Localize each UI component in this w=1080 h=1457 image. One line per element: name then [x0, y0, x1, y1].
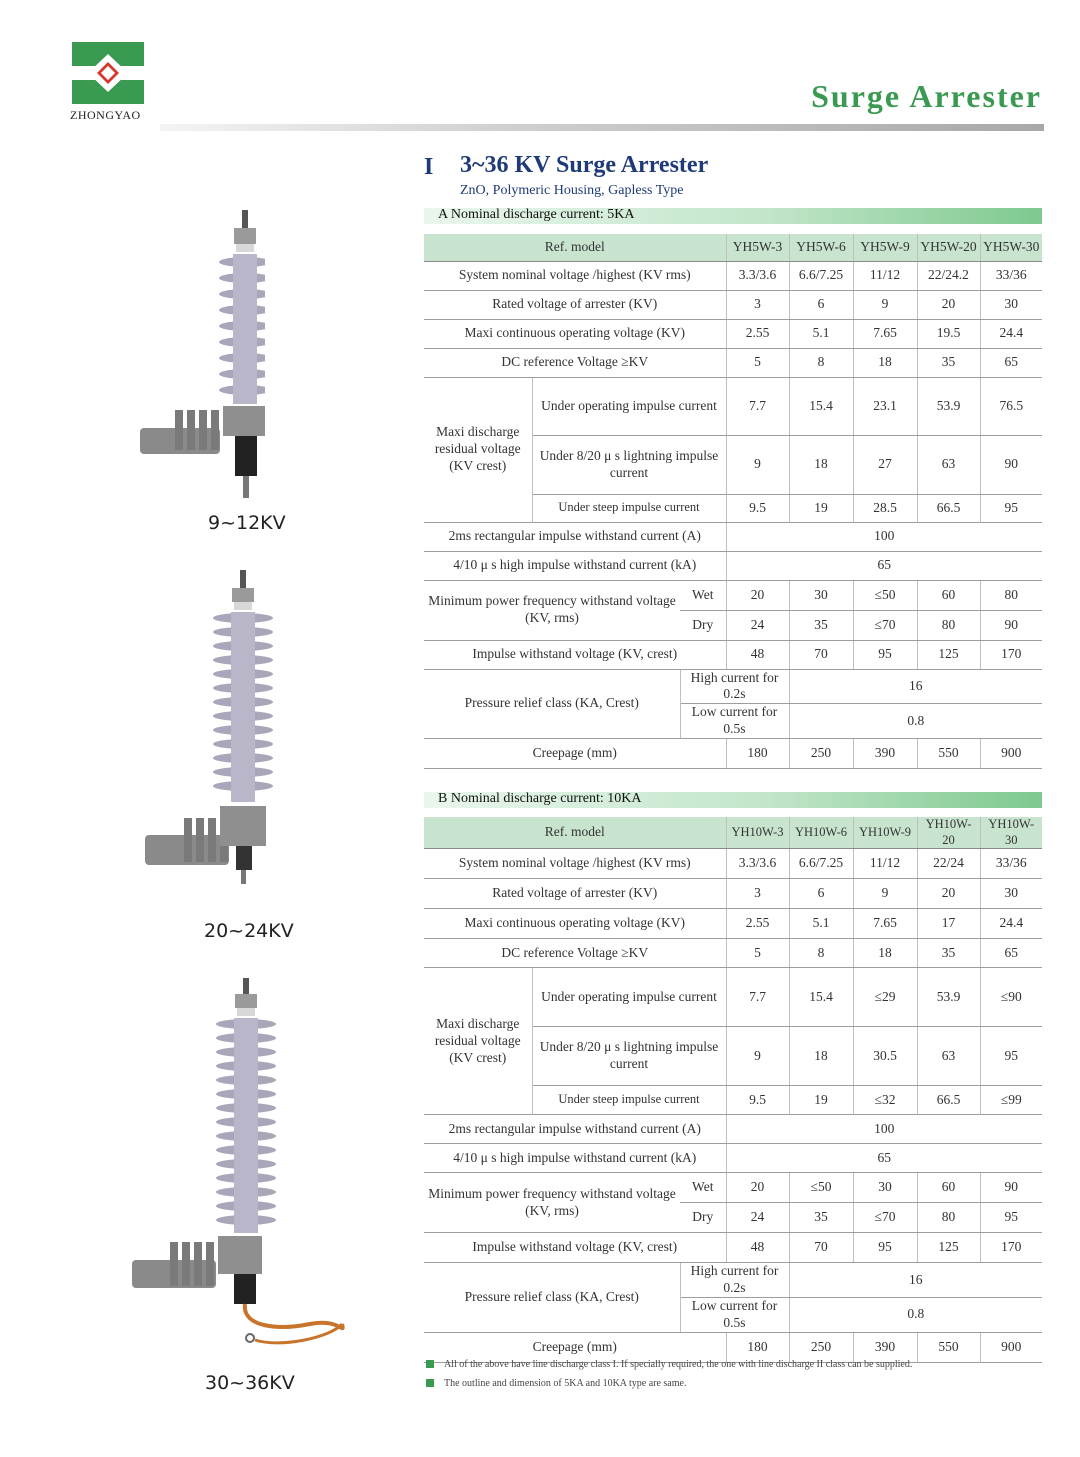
cell: 7.65 — [853, 909, 917, 939]
cell: 550 — [917, 1332, 980, 1362]
arrester-image-1 — [135, 210, 265, 505]
cell: 9.5 — [726, 494, 789, 522]
cell: 15.4 — [789, 968, 853, 1027]
cell: 30 — [853, 1173, 917, 1203]
cell: 30 — [980, 290, 1042, 319]
pressure-relief-label: Pressure relief class (KA, Crest) — [424, 1263, 680, 1333]
row-label: 4/10 μ s high impulse withstand current (kA) — [424, 1144, 726, 1173]
company-logo — [72, 42, 144, 104]
row-label: Under 8/20 μ s lightning impulse current — [532, 1027, 726, 1086]
cell: 5 — [726, 939, 789, 968]
model-header: YH5W-30 — [980, 234, 1042, 261]
cell: 6.6/7.25 — [789, 261, 853, 290]
cell: 33/36 — [980, 849, 1042, 879]
model-header: YH5W-9 — [853, 234, 917, 261]
cell: 7.7 — [726, 968, 789, 1027]
header-rule — [160, 124, 1044, 131]
cell: 3.3/3.6 — [726, 849, 789, 879]
table-a-heading: A Nominal discharge current: 5KA — [438, 207, 635, 222]
cell: 125 — [917, 640, 980, 669]
cell: 63 — [917, 435, 980, 494]
cell: ≤70 — [853, 610, 917, 640]
row-label: Low current for 0.5s — [680, 704, 789, 739]
cell: 60 — [917, 580, 980, 610]
cell: 35 — [917, 348, 980, 377]
row-label: DC reference Voltage ≥KV — [424, 348, 726, 377]
wet-label: Wet — [680, 1173, 726, 1203]
cell: 3.3/3.6 — [726, 261, 789, 290]
cell: 9 — [726, 435, 789, 494]
cell: 48 — [726, 640, 789, 669]
pressure-relief-label: Pressure relief class (KA, Crest) — [424, 669, 680, 739]
row-label: High current for 0.2s — [680, 669, 789, 704]
cell: 90 — [980, 1173, 1042, 1203]
cell: 6.6/7.25 — [789, 849, 853, 879]
row-label: DC reference Voltage ≥KV — [424, 939, 726, 968]
cell: 35 — [789, 1203, 853, 1233]
footnote-text: The outline and dimension of 5KA and 10KA type are same. — [444, 1378, 687, 1389]
cell: 90 — [980, 435, 1042, 494]
row-label: Maxi continuous operating voltage (KV) — [424, 319, 726, 348]
cell: 20 — [917, 290, 980, 319]
residual-voltage-label: Maxi discharge residual voltage (KV crest) — [424, 968, 532, 1115]
image-caption-2: 20~24KV — [204, 920, 294, 942]
model-header: YH5W-6 — [789, 234, 853, 261]
row-label: Impulse withstand voltage (KV, crest) — [424, 640, 726, 669]
ref-model-label: Ref. model — [424, 234, 726, 261]
cell: 24 — [726, 1203, 789, 1233]
power-frequency-label: Minimum power frequency withstand voltage (KV, rms) — [424, 1173, 680, 1233]
cell: 80 — [917, 610, 980, 640]
cell: 35 — [917, 939, 980, 968]
row-label: Under steep impulse current — [532, 494, 726, 522]
table-b-band — [424, 792, 1042, 808]
cell: 250 — [789, 1332, 853, 1362]
image-caption-3: 30~36KV — [205, 1372, 295, 1394]
row-label: Maxi continuous operating voltage (KV) — [424, 909, 726, 939]
cell: 33/36 — [980, 261, 1042, 290]
cell: 20 — [726, 1173, 789, 1203]
cell: 53.9 — [917, 968, 980, 1027]
cell: 30 — [980, 879, 1042, 909]
row-label: 2ms rectangular impulse withstand current (A) — [424, 1115, 726, 1144]
cell: 28.5 — [853, 494, 917, 522]
cell: 2.55 — [726, 909, 789, 939]
cell: ≤32 — [853, 1086, 917, 1115]
cell: 35 — [789, 610, 853, 640]
cell: 95 — [980, 494, 1042, 522]
cell: 9.5 — [726, 1086, 789, 1115]
cell: 76.5 — [980, 377, 1042, 435]
cell: 70 — [789, 640, 853, 669]
dry-label: Dry — [680, 610, 726, 640]
bullet-icon — [426, 1379, 434, 1387]
section-number: I — [424, 154, 434, 180]
cell: 24.4 — [980, 319, 1042, 348]
cell: 15.4 — [789, 377, 853, 435]
cell: 390 — [853, 739, 917, 769]
cell: 3 — [726, 290, 789, 319]
cell: 27 — [853, 435, 917, 494]
row-label: System nominal voltage /highest (KV rms) — [424, 261, 726, 290]
cell: 18 — [789, 1027, 853, 1086]
cell: ≤90 — [980, 968, 1042, 1027]
model-header: YH10W-3 — [726, 817, 789, 849]
row-label: Creepage (mm) — [424, 1332, 726, 1362]
cell: 16 — [789, 1263, 1042, 1298]
cell: 100 — [726, 522, 1042, 551]
cell: 23.1 — [853, 377, 917, 435]
cell: ≤50 — [853, 580, 917, 610]
cell: 18 — [853, 939, 917, 968]
model-header: YH5W-3 — [726, 234, 789, 261]
cell: 390 — [853, 1332, 917, 1362]
cell: 95 — [980, 1203, 1042, 1233]
row-label: Creepage (mm) — [424, 739, 726, 769]
row-label: Low current for 0.5s — [680, 1298, 789, 1333]
cell: 65 — [980, 348, 1042, 377]
cell: 11/12 — [853, 849, 917, 879]
cell: 3 — [726, 879, 789, 909]
row-label: Under operating impulse current — [532, 968, 726, 1027]
model-header: YH10W-30 — [980, 817, 1042, 849]
cell: 22/24 — [917, 849, 980, 879]
model-header: YH5W-20 — [917, 234, 980, 261]
cell: 53.9 — [917, 377, 980, 435]
residual-voltage-label: Maxi discharge residual voltage (KV crest) — [424, 377, 532, 522]
row-label: Under operating impulse current — [532, 377, 726, 435]
cell: 170 — [980, 1233, 1042, 1263]
model-header: YH10W-6 — [789, 817, 853, 849]
footnote-1 — [426, 1359, 912, 1370]
cell: 5.1 — [789, 909, 853, 939]
row-label: 4/10 μ s high impulse withstand current (kA) — [424, 551, 726, 580]
row-label: Rated voltage of arrester (KV) — [424, 290, 726, 319]
cell: 95 — [853, 1233, 917, 1263]
cell: 20 — [917, 879, 980, 909]
cell: 80 — [980, 580, 1042, 610]
cell: 30 — [789, 580, 853, 610]
cell: 9 — [853, 879, 917, 909]
cell: 80 — [917, 1203, 980, 1233]
cell: 0.8 — [789, 1298, 1042, 1333]
cell: 18 — [789, 435, 853, 494]
cell: 65 — [726, 1144, 1042, 1173]
cell: 18 — [853, 348, 917, 377]
cell: 5 — [726, 348, 789, 377]
model-header: YH10W-9 — [853, 817, 917, 849]
cell: 95 — [853, 640, 917, 669]
bullet-icon — [426, 1360, 434, 1368]
cell: 900 — [980, 739, 1042, 769]
cell: 250 — [789, 739, 853, 769]
cell: 48 — [726, 1233, 789, 1263]
footnote-2 — [426, 1378, 686, 1389]
row-label: Rated voltage of arrester (KV) — [424, 879, 726, 909]
row-label: System nominal voltage /highest (KV rms) — [424, 849, 726, 879]
cell: 8 — [789, 348, 853, 377]
cell: 22/24.2 — [917, 261, 980, 290]
cell: 900 — [980, 1332, 1042, 1362]
arrester-image-3 — [130, 978, 355, 1358]
dry-label: Dry — [680, 1203, 726, 1233]
ref-model-label: Ref. model — [424, 817, 726, 849]
cell: 7.65 — [853, 319, 917, 348]
cell: 170 — [980, 640, 1042, 669]
cell: 7.7 — [726, 377, 789, 435]
section-subtitle: ZnO, Polymeric Housing, Gapless Type — [460, 183, 684, 198]
footnote-text: All of the above have line discharge class I. If specially required, the one with line discharge II class can be supplied. — [444, 1359, 913, 1370]
cell: 19 — [789, 1086, 853, 1115]
table-b — [424, 817, 1042, 1363]
cell: 90 — [980, 610, 1042, 640]
cell: 16 — [789, 669, 1042, 704]
page-title: Surge Arrester — [811, 78, 1042, 114]
cell: 19.5 — [917, 319, 980, 348]
cell: 20 — [726, 580, 789, 610]
cell: ≤50 — [789, 1173, 853, 1203]
cell: 9 — [726, 1027, 789, 1086]
row-label: 2ms rectangular impulse withstand current (A) — [424, 522, 726, 551]
cell: 95 — [980, 1027, 1042, 1086]
cell: 19 — [789, 494, 853, 522]
cell: 66.5 — [917, 1086, 980, 1115]
cell: 65 — [726, 551, 1042, 580]
cell: 6 — [789, 290, 853, 319]
cell: 66.5 — [917, 494, 980, 522]
cell: 63 — [917, 1027, 980, 1086]
section-title: 3~36 KV Surge Arrester — [460, 152, 709, 178]
cell: 17 — [917, 909, 980, 939]
model-header: YH10W-20 — [917, 817, 980, 849]
table-b-heading: B Nominal discharge current: 10KA — [438, 791, 642, 806]
row-label: Under steep impulse current — [532, 1086, 726, 1115]
cell: 24 — [726, 610, 789, 640]
cell: 70 — [789, 1233, 853, 1263]
cell: 180 — [726, 739, 789, 769]
brand-name: ZHONGYAO — [70, 108, 141, 122]
cell: ≤29 — [853, 968, 917, 1027]
row-label: Under 8/20 μ s lightning impulse current — [532, 435, 726, 494]
cell: ≤99 — [980, 1086, 1042, 1115]
cell: 6 — [789, 879, 853, 909]
cell: 0.8 — [789, 704, 1042, 739]
cell: 65 — [980, 939, 1042, 968]
image-caption-1: 9~12KV — [208, 512, 286, 534]
wet-label: Wet — [680, 580, 726, 610]
cell: 9 — [853, 290, 917, 319]
arrester-image-2 — [140, 570, 280, 890]
cell: 8 — [789, 939, 853, 968]
cell: 24.4 — [980, 909, 1042, 939]
cell: 125 — [917, 1233, 980, 1263]
cell: 100 — [726, 1115, 1042, 1144]
cell: ≤70 — [853, 1203, 917, 1233]
cell: 11/12 — [853, 261, 917, 290]
cell: 550 — [917, 739, 980, 769]
row-label: Impulse withstand voltage (KV, crest) — [424, 1233, 726, 1263]
cell: 2.55 — [726, 319, 789, 348]
cell: 30.5 — [853, 1027, 917, 1086]
cell: 60 — [917, 1173, 980, 1203]
table-a — [424, 234, 1042, 769]
cell: 5.1 — [789, 319, 853, 348]
power-frequency-label: Minimum power frequency withstand voltage (KV, rms) — [424, 580, 680, 640]
row-label: High current for 0.2s — [680, 1263, 789, 1298]
table-a-band — [424, 208, 1042, 224]
cell: 180 — [726, 1332, 789, 1362]
